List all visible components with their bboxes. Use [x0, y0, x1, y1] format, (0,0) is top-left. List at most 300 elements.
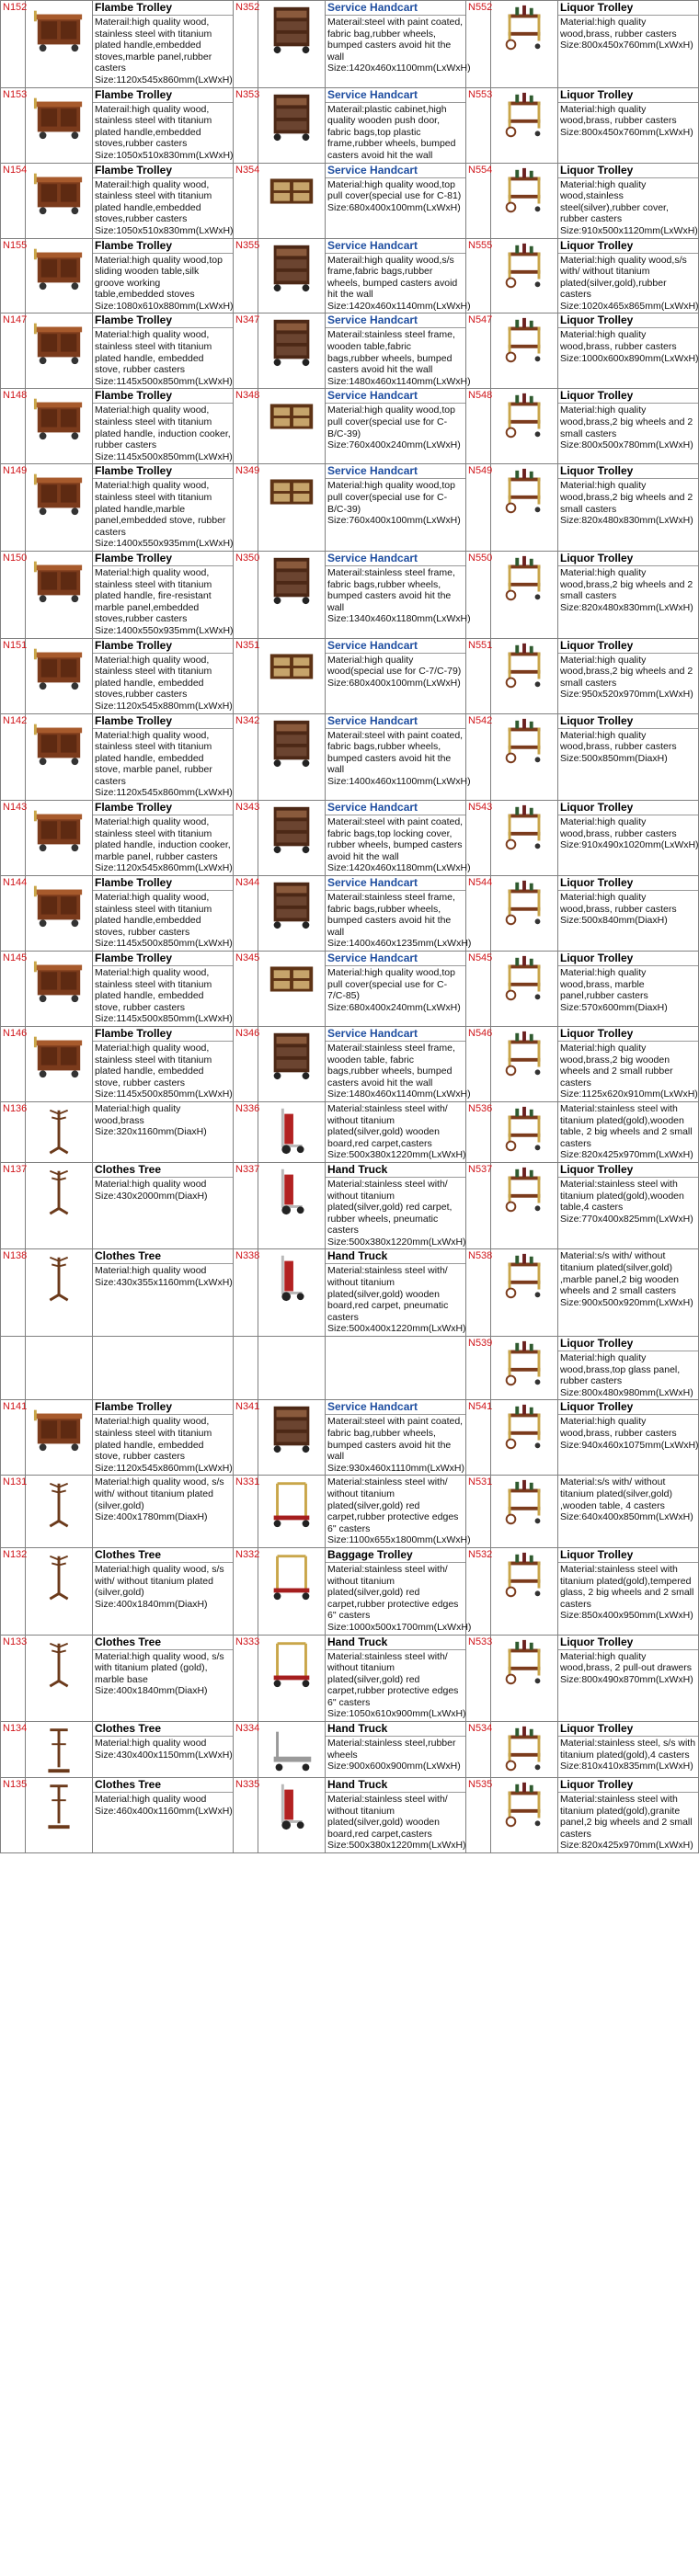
product-description: Material:high quality wood, s/s with/ without titanium plated (silver,gold) Size:400x1780mm(DiaxH) — [95, 1476, 224, 1523]
flambe-trolley-icon — [32, 409, 86, 425]
product-image-cell — [491, 1101, 558, 1162]
product-info — [558, 389, 699, 464]
product-code: N543 — [466, 801, 491, 876]
product-info — [93, 1337, 234, 1400]
product-code: N351 — [234, 638, 258, 713]
product-image-cell — [26, 713, 93, 801]
product-description: Material:stainless steel,rubber wheels Size:900x600x900mm(LxWxH) — [327, 1738, 461, 1772]
table-row — [1, 1, 699, 88]
product-description: Material:high quality wood, stainless steel with titanium plated handle, embedded stove, rubber casters Size:1145x500x850mm(LxWxH) — [95, 329, 233, 387]
product-title: Liquor Trolley — [558, 1163, 698, 1178]
product-code: N346 — [234, 1026, 258, 1101]
product-code: N138 — [1, 1249, 26, 1337]
product-code: N547 — [466, 313, 491, 389]
product-image-cell — [491, 1, 558, 88]
product-description: Material:high quality wood Size:460x400x1160mm(LxWxH) — [95, 1794, 233, 1817]
product-title: Clothes Tree — [93, 1163, 233, 1178]
product-title: Service Handcart — [326, 801, 465, 815]
product-title: Baggage Trolley — [326, 1548, 465, 1563]
product-description: Material:high quality wood,top pull cover(special use for C-81) Size:680x400x100mm(LxWxH) — [327, 178, 462, 213]
product-code: N144 — [1, 876, 26, 952]
product-image-cell — [258, 87, 326, 163]
table-row — [1, 389, 699, 464]
flambe-trolley-icon — [32, 820, 86, 836]
product-code: N343 — [234, 801, 258, 876]
product-info — [326, 1547, 472, 1635]
product-title: Flambe Trolley — [93, 952, 233, 966]
product-info — [326, 876, 472, 952]
product-info — [93, 1162, 234, 1249]
product-info — [93, 1722, 234, 1778]
product-description: Material:stainless steel with titanium plated(gold),granite panel,2 big wheels and 2 small casters Size:820x425x970mm(LxWxH) — [560, 1794, 693, 1852]
product-description: Material:stainless steel with titanium plated(gold),wooden table,4 casters Size:770x400x825mm(LxWxH) — [560, 1178, 693, 1225]
luggage-trolley-icon — [265, 1655, 318, 1670]
product-image-cell — [258, 238, 326, 313]
product-code: N342 — [234, 713, 258, 801]
product-image-cell — [26, 1778, 93, 1853]
product-image-cell — [26, 389, 93, 464]
product-description: Materail:steel with paint coated, fabric bag,rubber wheels, bumped casters avoid hit the wall Size:1420x460x1100mm(LxWxH) — [327, 17, 471, 74]
product-info — [93, 163, 234, 238]
product-code: N552 — [466, 1, 491, 88]
table-row — [1, 713, 699, 801]
product-title: Liquor Trolley — [558, 1778, 698, 1793]
product-code: N553 — [466, 87, 491, 163]
product-code: N549 — [466, 464, 491, 552]
product-code: N149 — [1, 464, 26, 552]
product-image-cell — [491, 1337, 558, 1400]
product-description: Material:stainless steel with/ without titanium plated(silver,gold) red carpet,rubber protective edges 6" casters Size:1050x610x900mm(LxWxH) — [327, 1650, 466, 1720]
product-code: N150 — [1, 551, 26, 638]
platform-truck-icon — [265, 1741, 318, 1757]
product-title: Service Handcart — [326, 714, 465, 729]
product-code: N337 — [234, 1162, 258, 1249]
product-title: Service Handcart — [326, 1400, 465, 1415]
product-code: N141 — [1, 1400, 26, 1476]
product-code — [234, 1337, 258, 1400]
product-title: Flambe Trolley — [93, 876, 233, 891]
product-image-cell — [491, 1722, 558, 1778]
product-image-cell — [258, 1476, 326, 1548]
product-code: N148 — [1, 389, 26, 464]
product-image-cell — [26, 1, 93, 88]
product-code: N538 — [466, 1249, 491, 1337]
product-description: Materail:steel with paint coated, fabric bags,top locking cover, rubber wheels, bumped casters avoid hit the wall Size:1420x460x1180mm(LxWxH) — [327, 816, 471, 874]
product-description: Material:high quality wood,brass, rubber casters Size:910x490x1020mm(LxWxH) — [560, 816, 699, 851]
product-title: Clothes Tree — [93, 1548, 233, 1563]
product-image-cell — [258, 876, 326, 952]
product-info — [93, 1101, 234, 1162]
product-title: Service Handcart — [326, 464, 465, 479]
product-info — [326, 638, 466, 713]
product-image-cell — [258, 713, 326, 801]
product-title: Flambe Trolley — [93, 389, 233, 404]
product-image-cell — [491, 389, 558, 464]
product-title: Flambe Trolley — [93, 639, 233, 654]
product-title: Liquor Trolley — [558, 952, 698, 966]
product-info — [93, 1249, 234, 1337]
product-code: N336 — [234, 1101, 258, 1162]
liquor-trolley-icon — [498, 20, 551, 36]
product-title: Clothes Tree — [93, 1722, 233, 1737]
product-image-cell — [258, 1778, 326, 1853]
product-title: Liquor Trolley — [558, 464, 698, 479]
product-image-cell — [26, 464, 93, 552]
product-code: N335 — [234, 1778, 258, 1853]
product-image-cell — [258, 163, 326, 238]
table-row — [1, 1400, 699, 1476]
liquor-trolley-icon — [498, 108, 551, 123]
product-code: N142 — [1, 713, 26, 801]
table-row — [1, 313, 699, 389]
liquor-trolley-icon — [498, 1270, 551, 1285]
product-description: Materail:stainless steel frame, wooden table, fabric bags,rubber wheels, bumped casters avoid hit the wall Size:1480x460x1140mm(LxWxH) — [327, 1042, 471, 1100]
liquor-trolley-icon — [498, 258, 551, 274]
product-info — [558, 1337, 699, 1400]
product-info — [93, 638, 234, 713]
product-description: Material:high quality wood,brass,top glass panel, rubber casters Size:800x480x980mm(LxWxH) — [560, 1352, 693, 1398]
product-description: Materail:stainless steel frame, wooden table,fabric bags,rubber wheels, bumped casters avoid hit the wall Size:1480x460x1140mm(LxWxH) — [327, 329, 471, 387]
product-code: N344 — [234, 876, 258, 952]
product-info — [326, 1476, 471, 1548]
liquor-trolley-icon — [498, 820, 551, 836]
product-image-cell — [491, 1162, 558, 1249]
flambe-trolley-icon — [32, 484, 86, 500]
product-description: Material:high quality wood, stainless steel with titanium plated handle,embedded stoves, rubber casters Size:1145x500x850mm(LxWxH) — [95, 892, 233, 950]
hand-truck-icon — [265, 1122, 318, 1137]
product-description: Material:high quality wood,brass Size:320x1160mm(DiaxH) — [95, 1102, 207, 1138]
product-image-cell — [26, 87, 93, 163]
product-code: N136 — [1, 1101, 26, 1162]
product-image-cell — [26, 1400, 93, 1476]
product-image-cell — [26, 238, 93, 313]
product-image-cell — [258, 1, 326, 88]
product-description: Material:high quality wood,top sliding wooden table,silk groove working table,embedded stoves Size:1080x610x880mm(LxWxH) — [95, 254, 234, 312]
product-info — [326, 1778, 466, 1853]
liquor-trolley-icon — [498, 1496, 551, 1511]
product-info — [558, 1400, 699, 1476]
product-info — [93, 1476, 234, 1548]
product-image-cell — [491, 238, 558, 313]
product-info — [93, 801, 234, 876]
product-image-cell — [26, 313, 93, 389]
product-info — [93, 238, 234, 313]
product-description: Material:s/s with/ without titanium plated(silver,gold) ,marble panel,2 big wooden wheels and 2 small casters Size:900x500x920mm(LxWxH) — [560, 1250, 693, 1308]
liquor-trolley-icon — [498, 1655, 551, 1670]
product-description: Material:high quality wood Size:430x2000mm(DiaxH) — [95, 1178, 208, 1202]
product-code: N154 — [1, 163, 26, 238]
product-code: N533 — [466, 1635, 491, 1722]
product-title: Liquor Trolley — [558, 1400, 698, 1415]
product-info — [558, 1476, 699, 1548]
product-title: Service Handcart — [326, 389, 465, 404]
product-image-cell — [26, 1337, 93, 1400]
flambe-trolley-icon — [32, 1046, 86, 1062]
valet-stand-icon — [32, 1797, 86, 1813]
product-info — [558, 1, 699, 88]
product-title: Liquor Trolley — [558, 639, 698, 654]
product-description: Material:high quality wood,brass, rubber casters Size:500x850mm(DiaxH) — [560, 729, 677, 764]
flambe-trolley-icon — [32, 108, 86, 123]
product-description: Materail:high quality wood, stainless steel with titanium plated handle,embedded stoves,marble panel,rubber casters Size:1120x545x860mm(LxWxH) — [95, 17, 233, 85]
product-info — [558, 1101, 699, 1162]
product-code: N333 — [234, 1635, 258, 1722]
service-cart-icon — [265, 108, 318, 123]
product-info — [93, 713, 234, 801]
product-code: N137 — [1, 1162, 26, 1249]
product-info — [326, 1162, 466, 1249]
product-title: Service Handcart — [326, 1, 465, 16]
product-title: Service Handcart — [326, 313, 465, 328]
product-image-cell — [26, 1722, 93, 1778]
product-info — [558, 952, 699, 1027]
product-info — [558, 1722, 699, 1778]
service-cart-icon — [265, 334, 318, 349]
product-description: Material:high quality wood,s/s with/ without titanium plated(silver,gold),rubber casters Size:1020x465x865mm(LxWxH) — [560, 254, 699, 312]
product-description: Material:high quality wood,top pull cover(special use for C-7/C-85) Size:680x400x240mm(LxWxH) — [327, 967, 461, 1013]
product-title: Liquor Trolley — [558, 1548, 698, 1563]
product-description: Materail:stainless steel frame, fabric bags,rubber wheels, bumped casters avoid hit the wall Size:1400x460x1235mm(LxWxH) — [327, 892, 472, 950]
product-info — [558, 1162, 699, 1249]
product-title: Flambe Trolley — [93, 1027, 233, 1042]
product-description: Material:high quality wood,brass, 2 pull-out drawers Size:800x490x870mm(LxWxH) — [560, 1650, 693, 1685]
product-image-cell — [26, 876, 93, 952]
product-title: Hand Truck — [326, 1778, 465, 1793]
product-image-cell — [26, 1026, 93, 1101]
product-image-cell — [258, 801, 326, 876]
table-row — [1, 952, 699, 1027]
flambe-trolley-icon — [32, 658, 86, 674]
clothes-tree-icon — [32, 1122, 86, 1137]
product-image-cell — [26, 952, 93, 1027]
product-image-cell — [258, 313, 326, 389]
product-image-cell — [491, 163, 558, 238]
product-title: Liquor Trolley — [558, 1722, 698, 1737]
product-code: N353 — [234, 87, 258, 163]
product-description: Material:stainless steel with/ without titanium plated(silver,gold) wooden board,red carpet, pneumatic casters Size:500x400x1220mm(LxWxH) — [327, 1265, 466, 1335]
flambe-trolley-icon — [32, 895, 86, 911]
product-image-cell — [258, 1400, 326, 1476]
product-info — [326, 87, 466, 163]
product-description: Materail:plastic cabinet,high quality wooden push door, fabric bags,top plastic frame,rubber wheels, bumped casters avoid hit the wall — [327, 103, 456, 161]
service-cart-icon — [265, 258, 318, 274]
product-image-cell — [26, 163, 93, 238]
product-image-cell — [491, 1476, 558, 1548]
product-info — [326, 1, 471, 88]
product-info — [326, 801, 471, 876]
product-description: Material:high quality wood,brass, rubber casters Size:940x460x1075mm(LxWxH) — [560, 1416, 699, 1451]
liquor-trolley-icon — [498, 571, 551, 587]
product-title: Clothes Tree — [93, 1778, 233, 1793]
product-code: N133 — [1, 1635, 26, 1722]
product-code: N332 — [234, 1547, 258, 1635]
service-cart-icon — [265, 820, 318, 836]
table-row — [1, 876, 699, 952]
liquor-trolley-icon — [498, 658, 551, 674]
product-image-cell — [491, 1249, 558, 1337]
product-code: N341 — [234, 1400, 258, 1476]
product-code: N354 — [234, 163, 258, 238]
product-info — [558, 87, 699, 163]
product-title: Hand Truck — [326, 1163, 465, 1178]
product-info — [93, 389, 234, 464]
product-code: N350 — [234, 551, 258, 638]
product-info — [93, 551, 234, 638]
product-title: Liquor Trolley — [558, 313, 698, 328]
product-image-cell — [491, 1547, 558, 1635]
product-info — [326, 1101, 466, 1162]
product-description: Material:high quality wood(special use for C-7/C-79) Size:680x400x100mm(LxWxH) — [327, 654, 462, 689]
product-info — [93, 1635, 234, 1722]
service-cart-icon — [265, 571, 318, 587]
product-image-cell — [26, 1476, 93, 1548]
liquor-trolley-icon — [498, 1797, 551, 1813]
product-description: Material:high quality wood, s/s with titanium plated (gold), marble base Size:400x1840mm(DiaxH) — [95, 1650, 224, 1697]
product-image-cell — [258, 389, 326, 464]
product-info — [326, 1026, 471, 1101]
product-code: N334 — [234, 1722, 258, 1778]
product-info — [93, 1400, 234, 1476]
product-info — [326, 238, 471, 313]
product-code: N153 — [1, 87, 26, 163]
product-info — [326, 1337, 466, 1400]
product-code: N532 — [466, 1547, 491, 1635]
product-image-cell — [491, 801, 558, 876]
product-info — [326, 1722, 466, 1778]
service-cart-icon — [265, 20, 318, 36]
product-image-cell — [26, 1101, 93, 1162]
table-row — [1, 1162, 699, 1249]
product-title: Flambe Trolley — [93, 1, 233, 16]
liquor-trolley-icon — [498, 183, 551, 199]
product-title: Flambe Trolley — [93, 164, 233, 178]
product-description: Material:s/s with/ without titanium plated(silver,gold) ,wooden table, 4 casters Size:640x400x850mm(LxWxH) — [560, 1476, 693, 1523]
product-title: Service Handcart — [326, 639, 465, 654]
product-info — [326, 1635, 466, 1722]
product-info — [93, 876, 234, 952]
drawer-tray-icon — [265, 971, 318, 986]
product-title: Service Handcart — [326, 876, 465, 891]
product-image-cell — [26, 1635, 93, 1722]
product-description: Material:high quality wood,brass, marble panel,rubber casters Size:570x600mm(DiaxH) — [560, 967, 668, 1013]
flambe-trolley-icon — [32, 258, 86, 274]
product-image-cell — [26, 1162, 93, 1249]
product-description: Material:high quality wood Size:430x355x1160mm(LxWxH) — [95, 1265, 233, 1289]
drawer-tray-icon — [265, 484, 318, 500]
product-image-cell — [258, 1547, 326, 1635]
product-title: Hand Truck — [326, 1249, 465, 1264]
product-description: Material:stainless steel with/ without titanium plated(silver,gold) wooden board,red carpet,casters Size:500x380x1220mm(LxWxH) — [327, 1794, 466, 1852]
product-title: Liquor Trolley — [558, 164, 698, 178]
product-description: Material:high quality wood,brass, rubber casters Size:800x450x760mm(LxWxH) — [560, 17, 693, 51]
product-code: N550 — [466, 551, 491, 638]
product-info — [326, 389, 466, 464]
product-title: Liquor Trolley — [558, 714, 698, 729]
product-image-cell — [491, 551, 558, 638]
liquor-trolley-icon — [498, 1122, 551, 1137]
drawer-tray-icon — [265, 183, 318, 199]
service-cart-icon — [265, 1046, 318, 1062]
product-code: N555 — [466, 238, 491, 313]
product-title: Liquor Trolley — [558, 552, 698, 566]
product-description: Material:stainless steel with/ without titanium plated(silver,gold) red carpet,rubber protective edges 6" casters Size:1000x500x1700mm(LxWxH) — [327, 1563, 472, 1633]
product-image-cell — [491, 1635, 558, 1722]
product-description: Material:high quality wood,brass, rubber casters Size:800x450x760mm(LxWxH) — [560, 103, 693, 138]
product-info — [558, 1249, 699, 1337]
product-image-cell — [491, 876, 558, 952]
flambe-trolley-icon — [32, 1420, 86, 1436]
product-code: N134 — [1, 1722, 26, 1778]
luggage-trolley-icon — [265, 1567, 318, 1583]
product-title: Flambe Trolley — [93, 714, 233, 729]
clothes-tree-icon — [32, 1270, 86, 1285]
product-code: N355 — [234, 238, 258, 313]
clothes-tree-icon — [32, 1496, 86, 1511]
product-code: N534 — [466, 1722, 491, 1778]
table-row — [1, 1026, 699, 1101]
product-info — [558, 638, 699, 713]
product-description: Material:high quality wood, stainless steel with titanium plated handle, induction cooker, marble panel, rubber casters Size:1120x545x860mm(LxWxH) — [95, 816, 233, 874]
product-image-cell — [258, 1162, 326, 1249]
product-info — [558, 1547, 699, 1635]
product-code: N352 — [234, 1, 258, 88]
product-description: Material:high quality wood,brass, rubber casters Size:500x840mm(DiaxH) — [560, 892, 677, 927]
product-image-cell — [491, 952, 558, 1027]
product-image-cell — [491, 1400, 558, 1476]
product-title: Liquor Trolley — [558, 1337, 698, 1351]
product-info — [558, 464, 699, 552]
product-image-cell — [491, 464, 558, 552]
product-title: Flambe Trolley — [93, 239, 233, 254]
product-description: Material:high quality wood,stainless steel(silver),rubber cover, rubber casters Size:910x500x1120mm(LxWxH) — [560, 178, 698, 236]
product-description: Material:stainless steel with/ without titanium plated(silver,gold) red carpet, rubber wheels, pneumatic casters Size:500x380x1220mm(LxWxH) — [327, 1178, 466, 1248]
product-code: N535 — [466, 1778, 491, 1853]
product-image-cell — [26, 1249, 93, 1337]
product-title: Service Handcart — [326, 952, 465, 966]
product-code: N147 — [1, 313, 26, 389]
luggage-trolley-icon — [265, 1496, 318, 1511]
product-description: Materail:high quality wood,s/s frame,fabric bags,rubber wheels, bumped casters avoid hit the wall Size:1420x460x1140mm(LxWxH) — [327, 254, 471, 312]
product-description: Material:stainless steel with/ without titanium plated(silver,gold) red carpet,rubber protective edges 6" casters Size:1100x655x1800mm(LxWxH) — [327, 1476, 471, 1546]
product-info — [326, 1400, 466, 1476]
product-image-cell — [258, 638, 326, 713]
product-title: Clothes Tree — [93, 1249, 233, 1264]
hand-truck-icon — [265, 1270, 318, 1285]
table-row — [1, 238, 699, 313]
product-info — [558, 876, 699, 952]
table-row — [1, 1778, 699, 1853]
product-code: N349 — [234, 464, 258, 552]
product-info — [558, 313, 699, 389]
product-info — [93, 464, 234, 552]
product-info — [558, 1026, 699, 1101]
product-code: N143 — [1, 801, 26, 876]
liquor-trolley-icon — [498, 734, 551, 749]
product-title: Liquor Trolley — [558, 1027, 698, 1042]
product-code: N151 — [1, 638, 26, 713]
product-title: Flambe Trolley — [93, 801, 233, 815]
product-info — [326, 1249, 466, 1337]
product-description: Material:high quality wood, stainless steel with titanium plated handle, embedded stove, rubber casters Size:1145x500x850mm(LxWxH) — [95, 967, 233, 1025]
product-code: N542 — [466, 713, 491, 801]
table-row — [1, 87, 699, 163]
table-row — [1, 464, 699, 552]
product-image-cell — [258, 952, 326, 1027]
liquor-trolley-icon — [498, 971, 551, 986]
product-description: Material:high quality wood,brass,2 big wheels and 2 small casters Size:820x480x830mm(LxWxH) — [560, 566, 693, 613]
service-cart-icon — [265, 1420, 318, 1436]
product-description: Material:high quality wood,brass,2 big wheels and 2 small casters Size:820x480x830mm(LxWxH) — [560, 480, 693, 527]
